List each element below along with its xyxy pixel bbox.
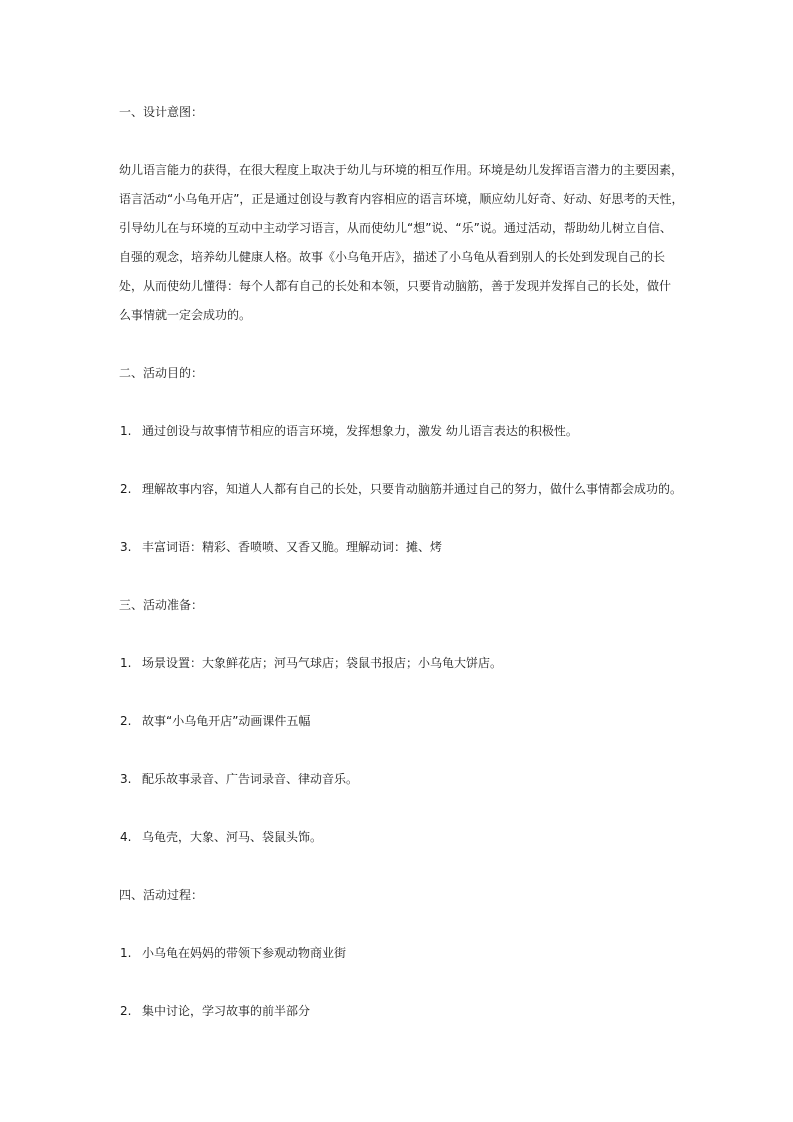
list-item-number: 3. [120,540,132,554]
list-item-number: 1. [120,656,132,670]
paragraph-line: 幼儿语言能力的获得，在很大程度上取决于幼儿与环境的相互作用。环境是幼儿发挥语言潜力的主要因素， [119,163,684,177]
list-item-number: 2. [120,482,132,496]
list-item-number: 4. [120,830,132,844]
paragraph-line: 处，从而使幼儿懂得：每个人都有自己的长处和本领，只要肯动脑筋，善于发现并发挥自己的长处，做什 [119,279,672,293]
list-item [119,823,679,852]
section-heading-activity-preparation: 三、活动准备： [119,598,204,612]
paragraph-line: 引导幼儿在与环境的互动中主动学习语言，从而使幼儿“想”说、“乐”说。通过活动，帮助幼儿树立自信、 [119,221,672,235]
list-item-text: 集中讨论，学习故事的前半部分 [142,1004,311,1018]
list-item-text: 故事“小乌龟开店”动画课件五幅 [142,714,311,728]
list-item-text: 通过创设与故事情节相应的语言环境，发挥想象力，激发 幼儿语言表达的积极性。 [142,424,578,438]
list-item-text: 小乌龟在妈妈的带领下参观动物商业街 [142,946,347,960]
list-item-number: 1. [120,946,132,960]
paragraph-line: 么事情就一定会成功的。 [119,308,252,322]
paragraph-line: 语言活动“小乌龟开店”，正是通过创设与教育内容相应的语言环境，顺应幼儿好奇、好动、好思考的天性， [119,192,684,206]
list-item [119,997,679,1026]
list-item [119,475,683,504]
section-heading-design-intent: 一、设计意图： [119,105,204,119]
list-item-text: 乌龟壳，大象、河马、袋鼠头饰。 [142,830,323,844]
list-item-text: 配乐故事录音、广告词录音、律动音乐。 [142,772,359,786]
list-item [119,765,679,794]
list-item-text: 理解故事内容，知道人人都有自己的长处，只要肯动脑筋并通过自己的努力，做什么事情都会成功的。 [142,482,683,496]
paragraph-line: 自强的观念，培养幼儿健康人格。故事《小乌龟开店》，描述了小乌龟从看到别人的长处到发现自己的长 [119,250,666,264]
section-heading-activity-process: 四、活动过程： [119,888,204,902]
list-item [119,939,679,968]
list-item-number: 2. [120,714,132,728]
list-item [119,417,679,446]
list-item-number: 3. [120,772,132,786]
list-item [119,649,679,678]
list-item [119,533,679,562]
list-item-number: 1. [120,424,132,438]
list-item-text: 丰富词语：精彩、香喷喷、又香又脆。理解动词：摊、烤 [142,540,443,554]
list-item [119,707,679,736]
document-content [119,98,684,1026]
design-intent-paragraph [119,156,684,330]
list-item-text: 场景设置：大象鲜花店；河马气球店；袋鼠书报店；小乌龟大饼店。 [142,656,503,670]
list-item-number: 2. [120,1004,132,1018]
section-heading-activity-goals: 二、活动目的： [119,366,204,380]
